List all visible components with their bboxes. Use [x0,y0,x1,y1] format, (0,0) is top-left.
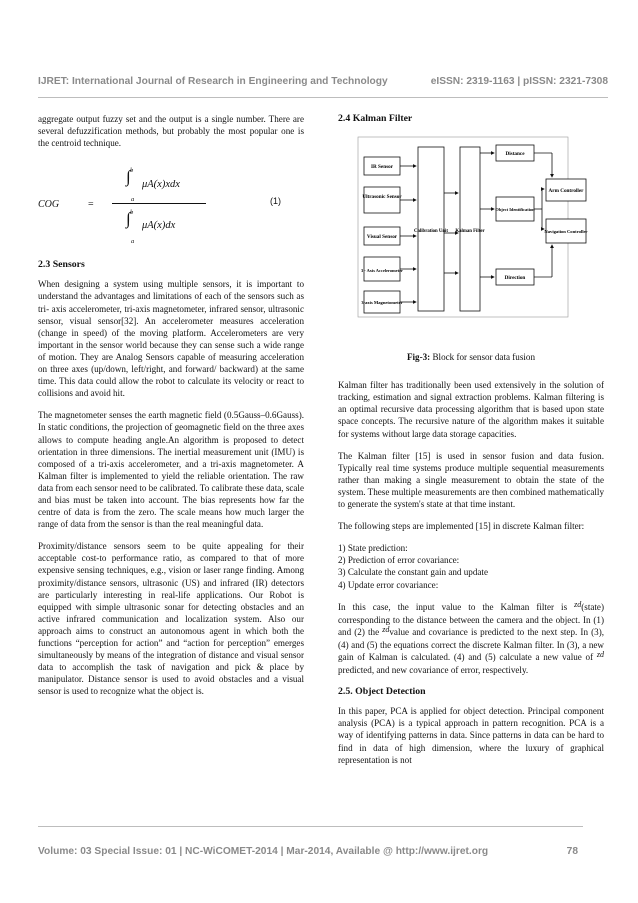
zd-symbol: zd [382,624,390,634]
ir-sensor-label: IR Sensor [370,164,394,171]
ultrasonic-sensor-box [364,187,400,213]
sensors-paragraph-2: The magnetometer senses the earth magnetic field (0.5Gauss–0.6Gauss). In static conditions, the projection of geomagnetic field on the three axes allows to compute heading angle.An algorithm is proposed to detect orientation in three dimensions. The inertial measurement unit (IMU) is composed of a tri-axis accelerometer, and a tri-axis magnetometer. A Kalman filter is implemented to yield the reliable orientation. The raw data from each sensor need to be calibrated. To calibrate these data, scale and bias must be taken into account. The bias represents how far the centre of data is from the zero. The scale means how much larger the range of data from the sensor is than the real meaningful data. [38,410,304,530]
ultrasonic-sensor-label: Ultrasonic Sensor [362,194,402,201]
accelerometer-label: 3 - Axis Accelerometer [361,268,403,274]
intro-paragraph: aggregate output fuzzy set and the output is a single number. There are several defuzzification methods, but probably the most popular one is the centroid technique. [38,114,304,149]
page-number: 78 [566,846,578,857]
caption-text: Block for sensor data fusion [430,352,536,363]
upper-limit-den: b [130,209,134,217]
integral-sign-den: ∫ [126,209,131,229]
sensors-paragraph-1: When designing a system using multiple sensors, it is important to understand the advantages and limitations of each of the sensors such as tri- axis accelerometer, tri-axis magnetometer, infrared sensor, ultrasonic sensor, visual sensor[32]. An accelerometer measures acceleration (change in speed) of the moving platform. Accelerometers are very important in the sensor world because they can sense such a wide range of motion. They are Analog Sensors capable of measuring acceleration on three axes (up/down, left/right, and forward/ backward) at the same time. This data could allow the robot to calculate its velocity or react to collisions and avoid hit. [38,279,304,399]
issn: eISSN: 2319-1163 | pISSN: 2321-7308 [430,76,608,87]
figure-caption [338,351,604,363]
calibration-unit-label: Calibration Unit [414,229,448,235]
lower-limit-num: a [131,196,135,204]
integral-sign-num: ∫ [126,167,131,187]
kalman-filter-label: Kalman Filter [455,229,485,235]
lower-limit-den: a [131,238,135,246]
object-detection-paragraph: In this paper, PCA is applied for object detection. Principal component analysis (PCA) is a typical approach in pattern recognition. PCA is a way of identifying patterns in data. Since patterns in data can be hard to find in data of high dimension, where the luxury of graphical representation is not [338,706,604,765]
p4-part-a: In this case, the input value to the Kalman filter is [338,601,575,612]
block-diagram [338,133,604,331]
equation-lhs: COG [38,199,60,211]
sensors-paragraph-3: Proximity/distance sensors seem to be quite appealing for their acceptable cost-to performance ratio, as compared to that of more expensive sensing techniques, e.g., vision or laser range finding. Among proximity/distance sensors, ultrasonic (US) and infrared (IR) detectors are particularly interesting in real-life applications. Our Robot is equipped with simple ultrasonic sonar for detecting obstacles and an active infrared communication and localization system. Also our approach aims to construct an autonomous agent in which both the functions “perception for action” and “action for perception” emerges simultaneously by means of the integration of distance and visual sensor data to accomplish the task of navigation and pick & place by manipulator. Distance sensor is used to avoid obstacles and a visual sensor is used to recognize what the object is. [38,541,304,697]
kalman-paragraph-1: Kalman filter has traditionally been used extensively in the solution of tracking, estimation and signal extraction problems. Kalman filtering is an optimal recursive data processing algorithm that is based upon state space concepts. The recursive nature of the algorithm makes it suitable for systems without large data storage capacities. [338,380,604,439]
denominator: μA(x)dx [142,220,176,232]
visual-sensor-label: Visual Sensor [366,234,398,241]
upper-limit-num: b [130,167,134,175]
kalman-paragraph-4 [338,601,604,677]
header-rule [38,97,608,98]
list-item: 1) State prediction: [338,543,408,554]
left-column [38,113,304,707]
zd-symbol: zd [574,599,582,609]
list-item: 3) Calculate the constant gain and update [338,567,488,578]
volume-info: Volume: 03 Special Issue: 01 | NC-WiCOMET-2014 | Mar-2014, Available @ http://www.ijret.org [38,846,489,857]
list-item: 2) Prediction of error covariance: [338,555,460,566]
fraction-bar [112,203,206,204]
zd-symbol: zd [596,649,604,659]
direction-label: Direction [504,275,526,282]
magnetometer-label: 3-axis Magnetometer [361,300,403,306]
p4-part-c: value and covariance is predicted to the next step. In (3), (4) and (5) the equations correct the discrete Kalman filter. In (3), a new gain of Kalman is calculated. (4) and (5) calculate a new value of [338,626,605,662]
distance-label: Distance [505,151,525,158]
list-item: 4) Update error covariance: [338,579,439,590]
kalman-paragraph-2: The Kalman filter [15] is used in sensor fusion and data fusion. Typically real time systems produce multiple sequential measurements rather than making a single measurement to obtain the state of the system. These multiple measurements are then combined mathematically to generate the system's state at that time instant. [338,450,604,510]
p4-part-b: (state) corresponding to the distance between the camera and the object. In (1) and (2) the [338,601,604,637]
equation-cog [38,159,304,245]
kalman-paragraph-3: The following steps are implemented [15] in discrete Kalman filter: [338,521,585,532]
numerator: μA(x)xdx [142,179,180,191]
caption-label: Fig-3: [406,352,431,363]
right-column [338,113,604,776]
footer-rule [38,826,583,827]
kalman-steps-list [338,542,604,590]
journal-name: IJRET: International Journal of Research in Engineering and Technology [38,76,388,87]
equation-equals: = [88,199,94,211]
arm-controller-label: Arm Controller [548,188,584,195]
figure-block-diagram [338,133,604,331]
object-identification-label: Object Identification [495,207,535,213]
navigation-controller-label: Navigation Controller [544,229,588,235]
equation-number: (1) [270,196,281,207]
section-heading-kalman: 2.4 Kalman Filter [338,113,413,124]
section-heading-sensors: 2.3 Sensors [38,259,85,271]
section-heading-object-detection: 2.5. Object Detection [338,686,426,698]
p4-part-d: predicted, and new covariance of error, respectively. [338,665,529,676]
